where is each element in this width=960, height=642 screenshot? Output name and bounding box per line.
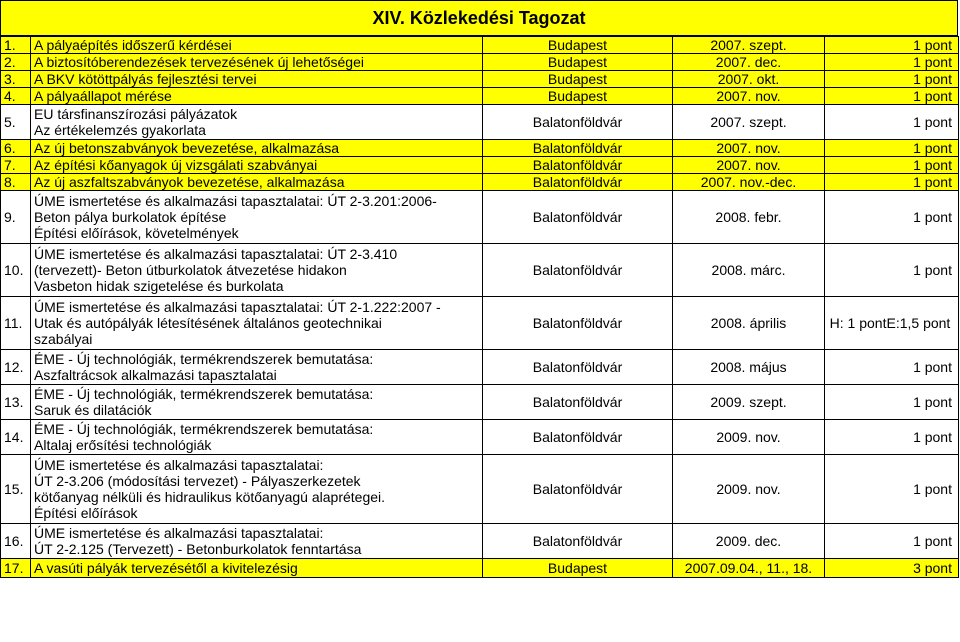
row-location: Balatonföldvár	[483, 140, 673, 157]
row-topic	[31, 88, 483, 105]
row-location: Budapest	[483, 37, 673, 54]
table-row	[1, 105, 959, 140]
row-location: Balatonföldvár	[483, 524, 673, 559]
table-row	[1, 244, 959, 297]
topic-line: Aszfaltrácsok alkalmazási tapasztalatai	[34, 367, 277, 383]
row-number: 12.	[1, 350, 31, 385]
row-location: Balatonföldvár	[483, 244, 673, 297]
row-points: 1 pont	[825, 455, 959, 524]
row-points: 1 pont	[825, 105, 959, 140]
row-location: Balatonföldvár	[483, 105, 673, 140]
topic-line: ÚT 2-3.206 (módosítási tervezet) - Pályaszerkezetek	[34, 473, 361, 489]
row-date: 2007. dec.	[673, 54, 825, 71]
row-points: 3 pont	[825, 559, 959, 578]
row-date: 2007. okt.	[673, 71, 825, 88]
row-number: 16.	[1, 524, 31, 559]
row-topic	[31, 559, 483, 578]
table-row	[1, 174, 959, 191]
row-location: Balatonföldvár	[483, 157, 673, 174]
topic-line: A vasúti pályák tervezésétől a kivitelezésig	[34, 560, 298, 576]
table-row	[1, 385, 959, 420]
row-topic	[31, 191, 483, 244]
topic-line: Utak és autópályák létesítésének általános geotechnikai	[34, 315, 382, 331]
row-date: 2007.09.04., 11., 18.	[673, 559, 825, 578]
row-topic	[31, 524, 483, 559]
topic-line: ÚME ismertetése és alkalmazási tapasztalatai: ÚT 2-3.201:2006-	[34, 193, 437, 209]
row-points: 1 pont	[825, 54, 959, 71]
row-topic	[31, 174, 483, 191]
row-topic	[31, 244, 483, 297]
topic-line: ÚME ismertetése és alkalmazási tapasztalatai:	[34, 525, 324, 541]
row-points: 1 pont	[825, 524, 959, 559]
row-number: 1.	[1, 37, 31, 54]
table-row	[1, 297, 959, 350]
row-points: 1 pont	[825, 140, 959, 157]
topic-line: kötőanyag nélküli és hidraulikus kötőanyagú alaprétegei.	[34, 489, 386, 505]
topic-line: Építési előírások	[34, 505, 138, 521]
row-number: 6.	[1, 140, 31, 157]
row-location: Balatonföldvár	[483, 174, 673, 191]
events-table-body	[1, 37, 959, 578]
topic-line: szabályai	[34, 331, 93, 347]
events-table	[0, 36, 959, 578]
table-row	[1, 140, 959, 157]
row-date: 2008. április	[673, 297, 825, 350]
row-location: Balatonföldvár	[483, 350, 673, 385]
row-topic	[31, 157, 483, 174]
topic-line: Vasbeton hidak szigetelése és burkolata	[34, 278, 284, 294]
topic-line: ÚT 2-2.125 (Tervezett) - Betonburkolatok fenntartása	[34, 541, 362, 557]
row-topic	[31, 297, 483, 350]
row-topic	[31, 140, 483, 157]
topic-line: Saruk és dilatációk	[34, 402, 152, 418]
row-points: 1 pont	[825, 37, 959, 54]
row-number: 4.	[1, 88, 31, 105]
table-row	[1, 350, 959, 385]
topic-line: Az új betonszabványok bevezetése, alkalmazása	[34, 140, 340, 156]
row-number: 15.	[1, 455, 31, 524]
row-points: 1 pont	[825, 385, 959, 420]
topic-line: A BKV kötöttpályás fejlesztési tervei	[34, 71, 257, 87]
row-date: 2007. nov.	[673, 140, 825, 157]
topic-line: EU társfinanszírozási pályázatok	[34, 106, 238, 122]
row-location: Balatonföldvár	[483, 191, 673, 244]
row-date: 2008. febr.	[673, 191, 825, 244]
row-location: Budapest	[483, 559, 673, 578]
table-row	[1, 88, 959, 105]
row-topic	[31, 455, 483, 524]
topic-line: A pályaépítés időszerű kérdései	[34, 37, 232, 53]
table-row	[1, 191, 959, 244]
topic-line: Az értékelemzés gyakorlata	[34, 122, 206, 138]
row-location: Budapest	[483, 71, 673, 88]
table-row	[1, 71, 959, 88]
topic-line: Beton pálya burkolatok építése	[34, 209, 227, 225]
row-number: 8.	[1, 174, 31, 191]
row-location: Budapest	[483, 54, 673, 71]
row-points: 1 pont	[825, 420, 959, 455]
row-number: 3.	[1, 71, 31, 88]
row-date: 2009. dec.	[673, 524, 825, 559]
row-location: Balatonföldvár	[483, 385, 673, 420]
row-number: 9.	[1, 191, 31, 244]
row-points: 1 pont	[825, 244, 959, 297]
row-location: Balatonföldvár	[483, 455, 673, 524]
topic-line: ÚME ismertetése és alkalmazási tapasztalatai:	[34, 457, 324, 473]
topic-line: (tervezett)- Beton útburkolatok átvezetése hidakon	[34, 262, 347, 278]
topic-line: ÉME - Új technológiák, termékrendszerek bemutatása:	[34, 351, 374, 367]
row-date: 2007. nov.	[673, 157, 825, 174]
row-points: H: 1 pontE:1,5 pont	[825, 297, 959, 350]
row-points: 1 pont	[825, 157, 959, 174]
row-date: 2008. május	[673, 350, 825, 385]
row-points: 1 pont	[825, 88, 959, 105]
row-number: 7.	[1, 157, 31, 174]
row-topic	[31, 420, 483, 455]
row-date: 2007. szept.	[673, 105, 825, 140]
row-number: 13.	[1, 385, 31, 420]
topic-line: A pályaállapot mérése	[34, 88, 172, 104]
row-topic	[31, 385, 483, 420]
row-date: 2008. márc.	[673, 244, 825, 297]
section-title: XIV. Közlekedési Tagozat	[372, 7, 586, 28]
table-row	[1, 559, 959, 578]
row-topic	[31, 350, 483, 385]
table-row	[1, 37, 959, 54]
row-points: 1 pont	[825, 350, 959, 385]
topic-line: Altalaj erősítési technológiák	[34, 437, 212, 453]
row-location: Budapest	[483, 88, 673, 105]
topic-line: A biztosítóberendezések tervezésének új lehetőségei	[34, 54, 364, 70]
table-row	[1, 420, 959, 455]
topic-line: ÚME ismertetése és alkalmazási tapasztalatai: ÚT 2-1.222:2007 -	[34, 299, 441, 315]
topic-line: Az új aszfaltszabványok bevezetése, alkalmazása	[34, 174, 345, 190]
row-date: 2007. szept.	[673, 37, 825, 54]
topic-line: Az építési kőanyagok új vizsgálati szabványai	[34, 157, 318, 173]
table-row	[1, 157, 959, 174]
topic-line: ÉME - Új technológiák, termékrendszerek bemutatása:	[34, 386, 374, 402]
table-row	[1, 524, 959, 559]
row-points: 1 pont	[825, 174, 959, 191]
row-topic	[31, 37, 483, 54]
table-row	[1, 54, 959, 71]
topic-line: ÉME - Új technológiák, termékrendszerek bemutatása:	[34, 421, 374, 437]
section-title-bar	[0, 0, 958, 36]
row-date: 2007. nov.	[673, 88, 825, 105]
row-location: Balatonföldvár	[483, 297, 673, 350]
row-date: 2009. nov.	[673, 420, 825, 455]
row-topic	[31, 71, 483, 88]
row-location: Balatonföldvár	[483, 420, 673, 455]
table-row	[1, 455, 959, 524]
row-topic	[31, 105, 483, 140]
row-number: 14.	[1, 420, 31, 455]
row-date: 2007. nov.-dec.	[673, 174, 825, 191]
row-number: 11.	[1, 297, 31, 350]
row-number: 5.	[1, 105, 31, 140]
row-number: 2.	[1, 54, 31, 71]
row-date: 2009. nov.	[673, 455, 825, 524]
row-date: 2009. szept.	[673, 385, 825, 420]
row-topic	[31, 54, 483, 71]
row-number: 10.	[1, 244, 31, 297]
row-points: 1 pont	[825, 191, 959, 244]
row-number: 17.	[1, 559, 31, 578]
topic-line: ÚME ismertetése és alkalmazási tapasztalatai: ÚT 2-3.410	[34, 246, 398, 262]
topic-line: Építési előírások, követelmények	[34, 225, 239, 241]
row-points: 1 pont	[825, 71, 959, 88]
